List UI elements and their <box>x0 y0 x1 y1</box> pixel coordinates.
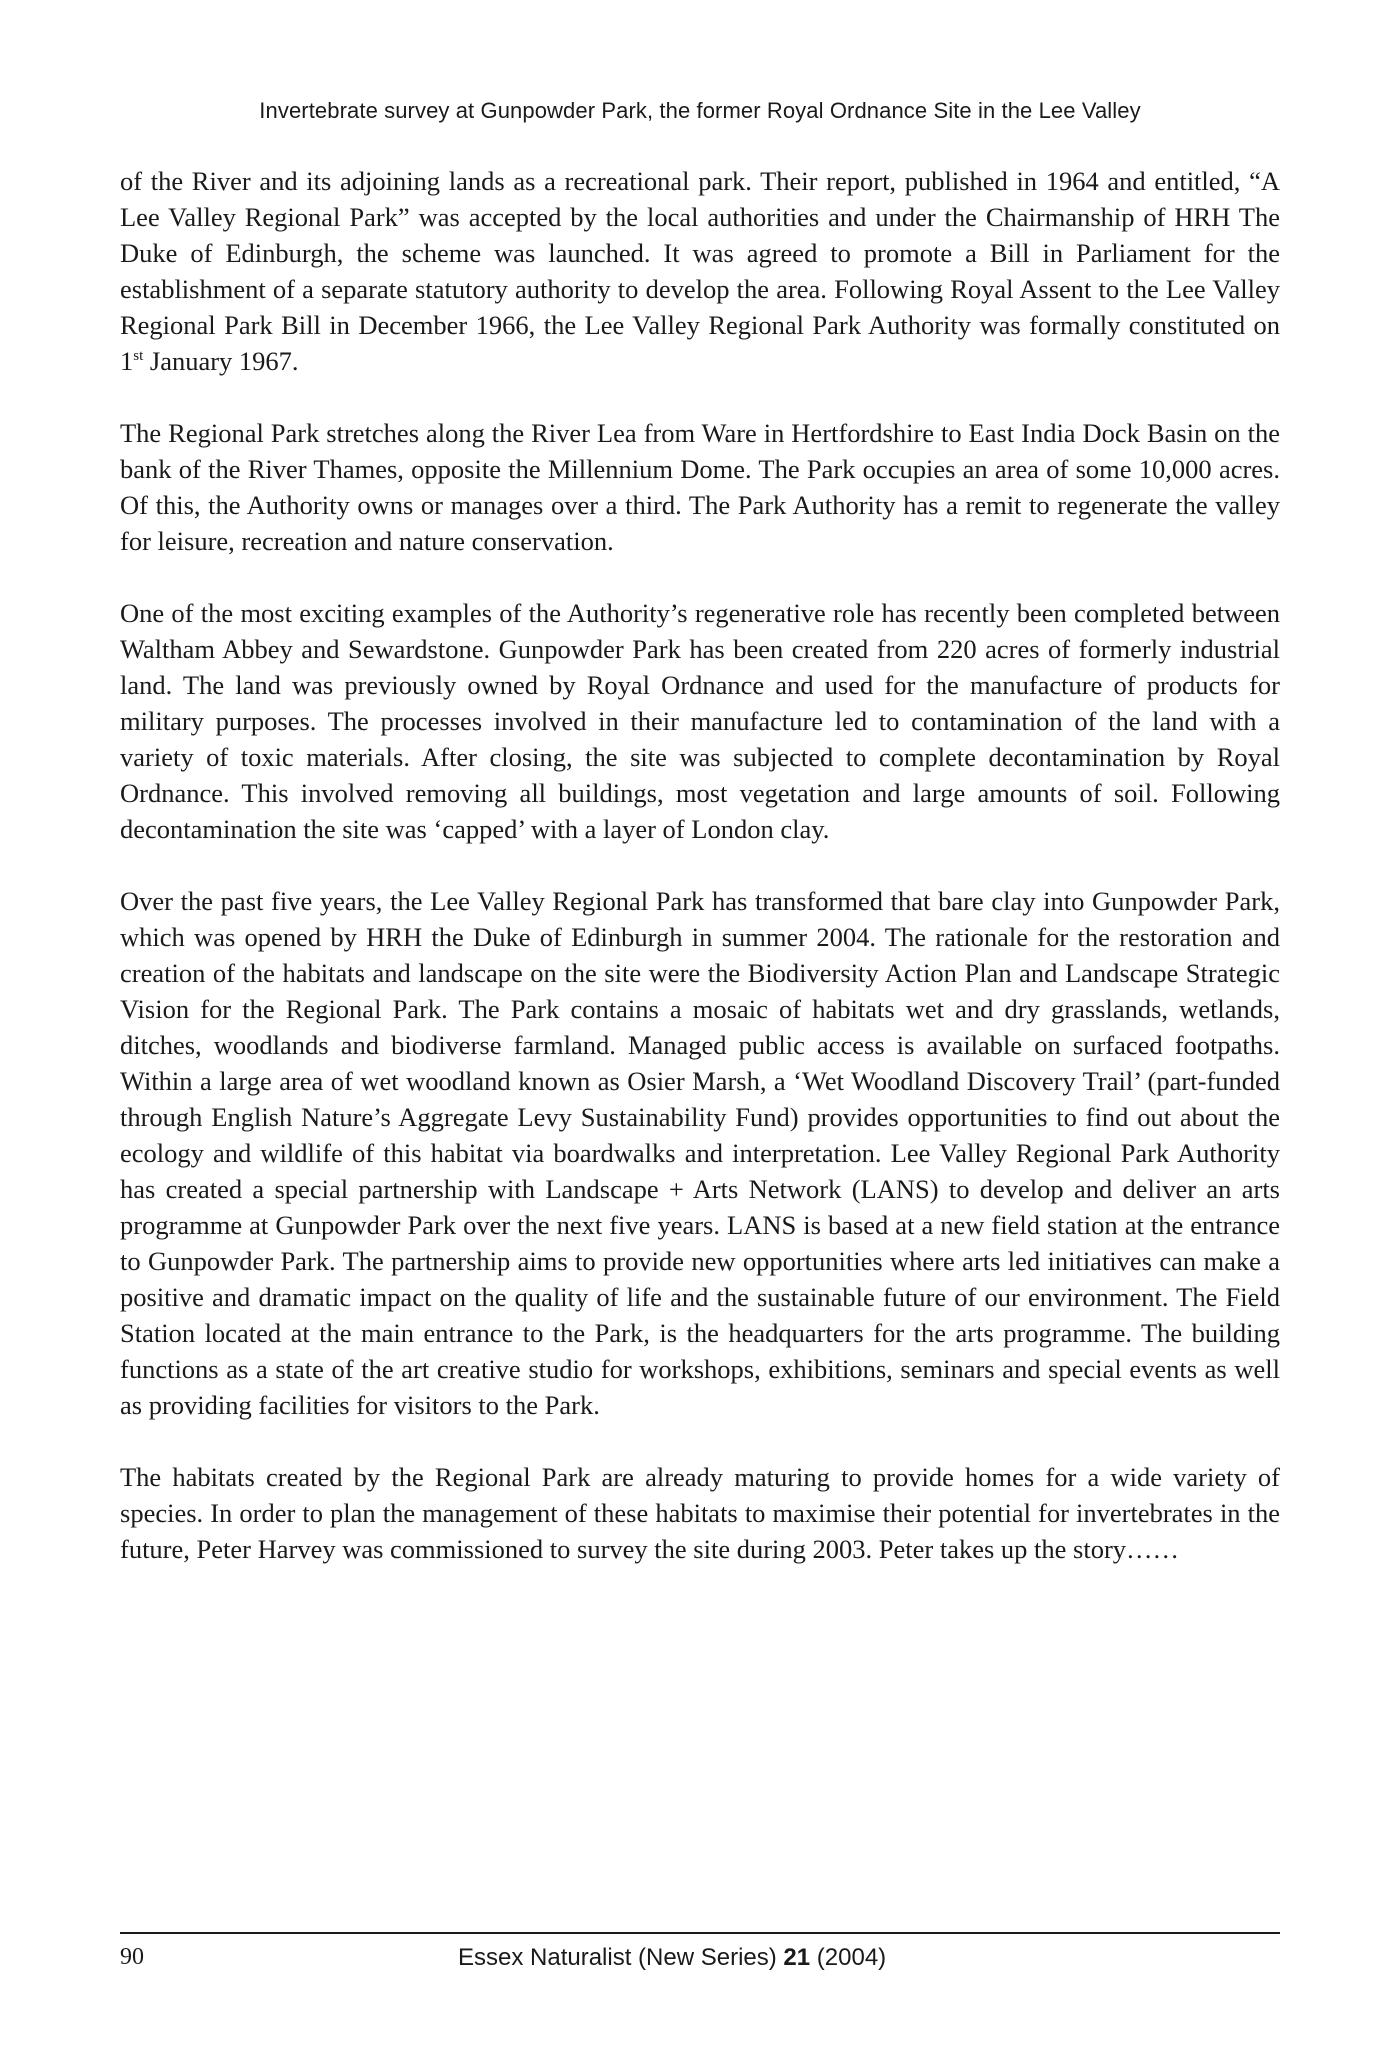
journal-name: Essex Naturalist (New Series) <box>458 1944 784 1971</box>
footer-rule <box>120 1932 1280 1934</box>
paragraph-2: The Regional Park stretches along the River Lea from Ware in Hertfordshire to East India Dock Basin on the bank of the River Thames, opposite the Millennium Dome. The Park occupies an area of some 10,000 acres. Of this, the Authority owns or manages over a third. The Park Authority has a remit to regenerate the valley for leisure, recreation and nature conservation. <box>120 418 1280 556</box>
paragraph-1-text: of the River and its adjoining lands as a recreational park. Their report, published in 1964 and entitled, “A Lee Valley Regional Park” was accepted by the local authorities and under the Chairmanship of HRH The Duke of Edinburgh, the scheme was launched. It was agreed to promote a Bill in Parliament for the establishment of a separate statutory authority to develop the area. Following Royal Assent to the Lee Valley Regional Park Bill in December 1966, the Lee Valley Regional Park Authority was formally constituted on 1 <box>120 166 1280 376</box>
journal-citation <box>458 1944 886 1972</box>
journal-volume: 21 <box>783 1944 811 1971</box>
paragraph-1-tail: January 1967. <box>143 346 299 376</box>
paragraph-5: The habitats created by the Regional Park are already maturing to provide homes for a wide variety of species. In order to plan the management of these habitats to maximise their potential for invertebrates in the future, Peter Harvey was commissioned to survey the site during 2003. Peter takes up the story…… <box>120 1462 1280 1564</box>
article-body <box>120 163 1280 1567</box>
paragraph-1 <box>120 163 1280 379</box>
page-number: 90 <box>120 1944 144 1970</box>
paragraph-3: One of the most exciting examples of the Authority’s regenerative role has recently been completed between Waltham Abbey and Sewardstone. Gunpowder Park has been created from 220 acres of formerly industrial land. The land was previously owned by Royal Ordnance and used for the manufacture of products for military purposes. The processes involved in their manufacture led to contamination of the land with a variety of toxic materials. After closing, the site was subjected to complete decontamination by Royal Ordnance. This involved removing all buildings, most vegetation and large amounts of soil. Following decontamination the site was ‘capped’ with a layer of London clay. <box>120 598 1280 844</box>
ordinal-suffix: st <box>133 348 144 364</box>
journal-year: (2004) <box>810 1944 887 1971</box>
running-head: Invertebrate survey at Gunpowder Park, the former Royal Ordnance Site in the Lee Valley <box>259 98 1141 123</box>
paragraph-4: Over the past five years, the Lee Valley Regional Park has transformed that bare clay into Gunpowder Park, which was opened by HRH the Duke of Edinburgh in summer 2004. The rationale for the restoration and creation of the habitats and landscape on the site were the Biodiversity Action Plan and Landscape Strategic Vision for the Regional Park. The Park contains a mosaic of habitats wet and dry grasslands, wetlands, ditches, woodlands and biodiverse farmland. Managed public access is available on surfaced footpaths. Within a large area of wet woodland known as Osier Marsh, a ‘Wet Woodland Discovery Trail’ (part-funded through English Nature’s Aggregate Levy Sustainability Fund) provides opportunities to find out about the ecology and wildlife of this habitat via boardwalks and interpretation. Lee Valley Regional Park Authority has created a special partnership with Landscape + Arts Network (LANS) to develop and deliver an arts programme at Gunpowder Park over the next five years. LANS is based at a new field station at the entrance to Gunpowder Park. The partnership aims to provide new opportunities where arts led initiatives can make a positive and dramatic impact on the quality of life and the sustainable future of our environment. The Field Station located at the main entrance to the Park, is the headquarters for the arts programme. The building functions as a state of the art creative studio for workshops, exhibitions, seminars and special events as well as providing facilities for visitors to the Park. <box>120 886 1280 1420</box>
